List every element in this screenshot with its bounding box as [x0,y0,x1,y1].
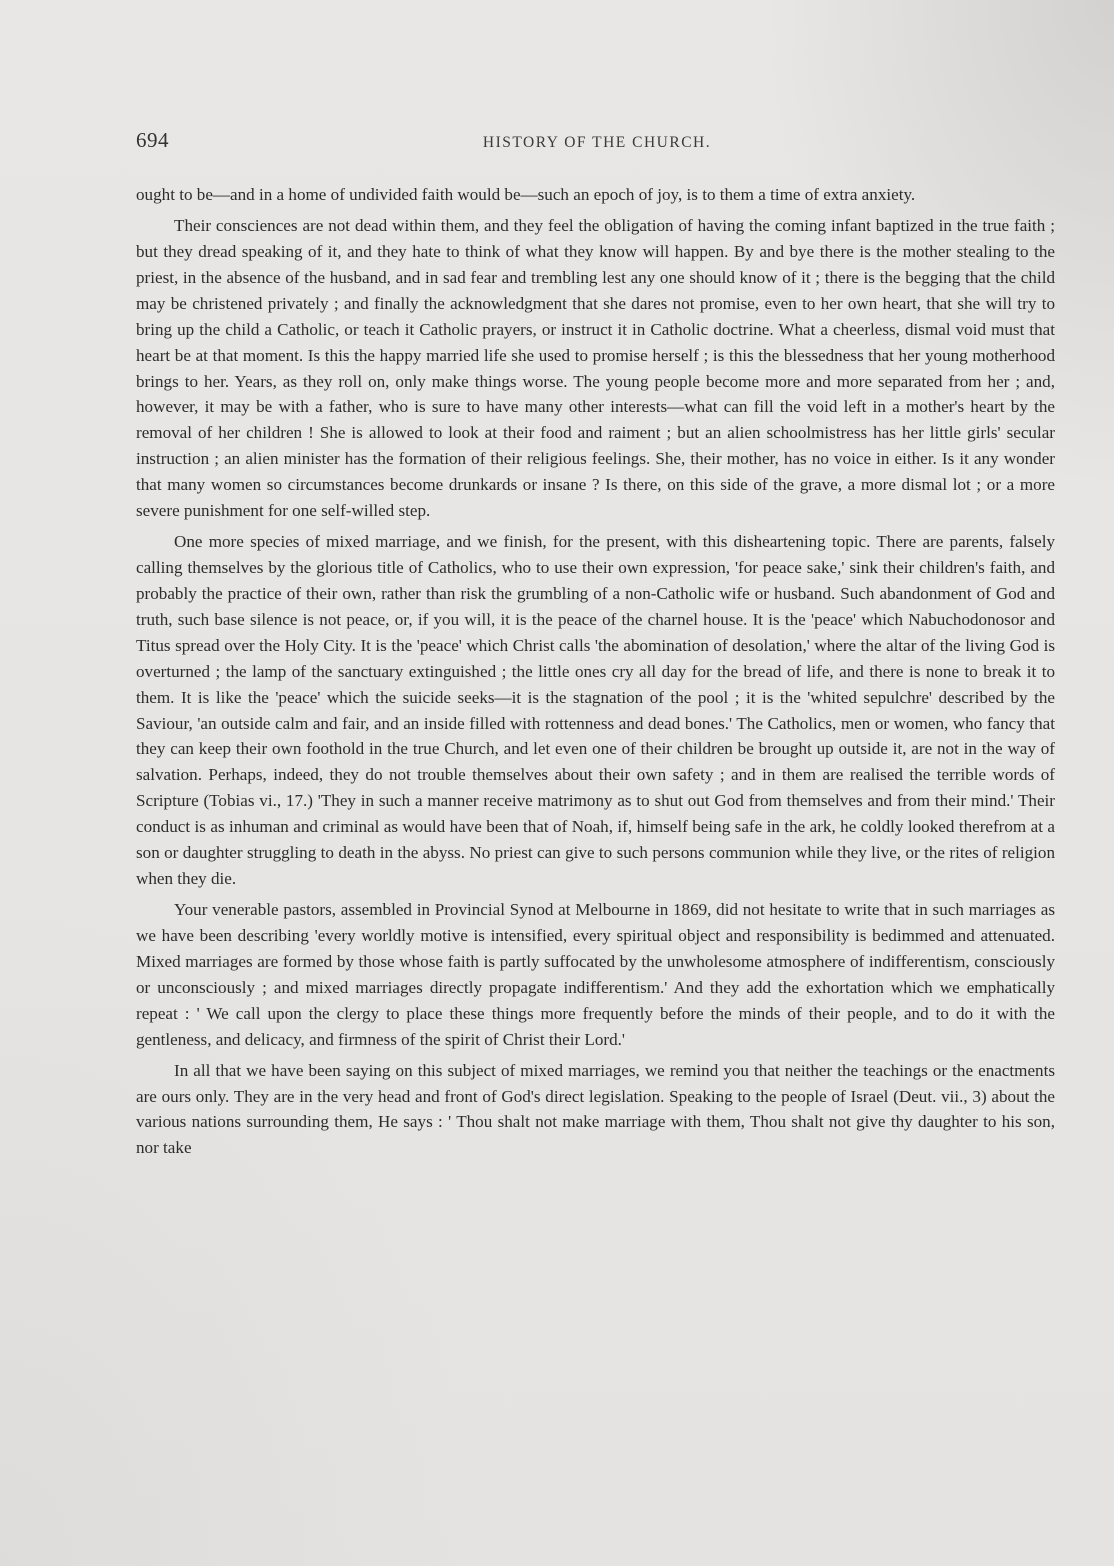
paragraph: Their consciences are not dead within them, and they feel the obligation of having the coming infant baptized in the true faith ; but they dread speaking of it, and they hate to think of what they know will happen. By and bye there is the mother stealing to the priest, in the absence of the husband, and in sad fear and trembling lest any one should know of it ; there is the begging that the child may be christened privately ; and finally the acknowledgment that she dares not promise, even to her own heart, that she will try to bring up the child a Catholic, or teach it Catholic prayers, or instruct it in Catholic doctrine. What a cheerless, dismal void must that heart be at that moment. Is this the happy married life she used to promise herself ; is this the blessedness that her young motherhood brings to her. Years, as they roll on, only make things worse. The young people become more and more separated from her ; and, however, it may be with a father, who is sure to have many other interests—what can fill the void left in a mother's heart by the removal of her children ! She is allowed to look at their food and raiment ; but an alien schoolmistress has her little girls' secular instruction ; an alien minister has the formation of their religious feelings. She, their mother, has no voice in either. Is it any wonder that many women so circumstances become drunkards or insane ? Is there, on this side of the grave, a more dismal lot ; or a more severe punishment for one self-willed step. [136,216,1055,521]
running-title: HISTORY OF THE CHURCH. [482,134,712,151]
page-number: 694 [136,128,169,152]
paragraph: Your venerable pastors, assembled in Provincial Synod at Melbourne in 1869, did not hesitate to write that in such marriages as we have been describing 'every worldly motive is intensified, every spiritual object and responsibility is bedimmed and attenuated. Mixed marriages are formed by those whose faith is partly suffocated by the unwholesome atmosphere of indifferentism, consciously or unconsciously ; and mixed marriages directly propagate indifferentism.' And they add the exhortation which we emphatically repeat : ' We call upon the clergy to place these things more frequently before the minds of their people, and to do it with the gentleness, and delicacy, and firmness of the spirit of Christ their Lord.' [136,900,1055,1049]
page-header [136,128,1058,158]
paragraph: One more species of mixed marriage, and we finish, for the present, with this disheartening topic. There are parents, falsely calling themselves by the glorious title of Catholics, who to use their own expression, 'for peace sake,' sink their children's faith, and probably the practice of their own, rather than risk the grumbling of a non-Catholic wife or husband. Such abandonment of God and truth, such base silence is not peace, or, if you will, it is the peace of the charnel house. It is the 'peace' which Nabuchodonosor and Titus spread over the Holy City. It is the 'peace' which Christ calls 'the abomination of desolation,' where the altar of the living God is overturned ; the lamp of the sanctuary extinguished ; the little ones cry all day for the bread of life, and there is none to break it to them. It is like the 'peace' which the suicide seeks—it is the stagnation of the pool ; it is the 'whited sepulchre' described by the Saviour, 'an outside calm and fair, and an inside filled with rottenness and dead bones.' The Catholics, men or women, who fancy that they can keep their own foothold in the true Church, and let even one of their children be brought up outside it, are not in the way of salvation. Perhaps, indeed, they do not trouble themselves about their own safety ; and in them are realised the terrible words of Scripture (Tobias vi., 17.) 'They in such a manner receive matrimony as to shut out God from themselves and from their mind.' Their conduct is as inhuman and criminal as would have been that of Noah, if, himself being safe in the ark, he coldly looked therefrom at a son or daughter struggling to death in the abyss. No priest can give to such persons communion while they live, or the rites of religion when they die. [136,532,1055,888]
page-body [136,182,1055,1166]
paragraph: In all that we have been saying on this subject of mixed marriages, we remind you that neither the teachings or the enactments are ours only. They are in the very head and front of God's direct legislation. Speaking to the people of Israel (Deut. vii., 3) about the various nations surrounding them, He says : ' Thou shalt not make marriage with them, Thou shalt not give thy daughter to his son, nor take [136,1060,1055,1158]
paragraph-continued: ought to be—and in a home of undivided faith would be—such an epoch of joy, is to them a time of extra anxiety. [136,185,916,204]
